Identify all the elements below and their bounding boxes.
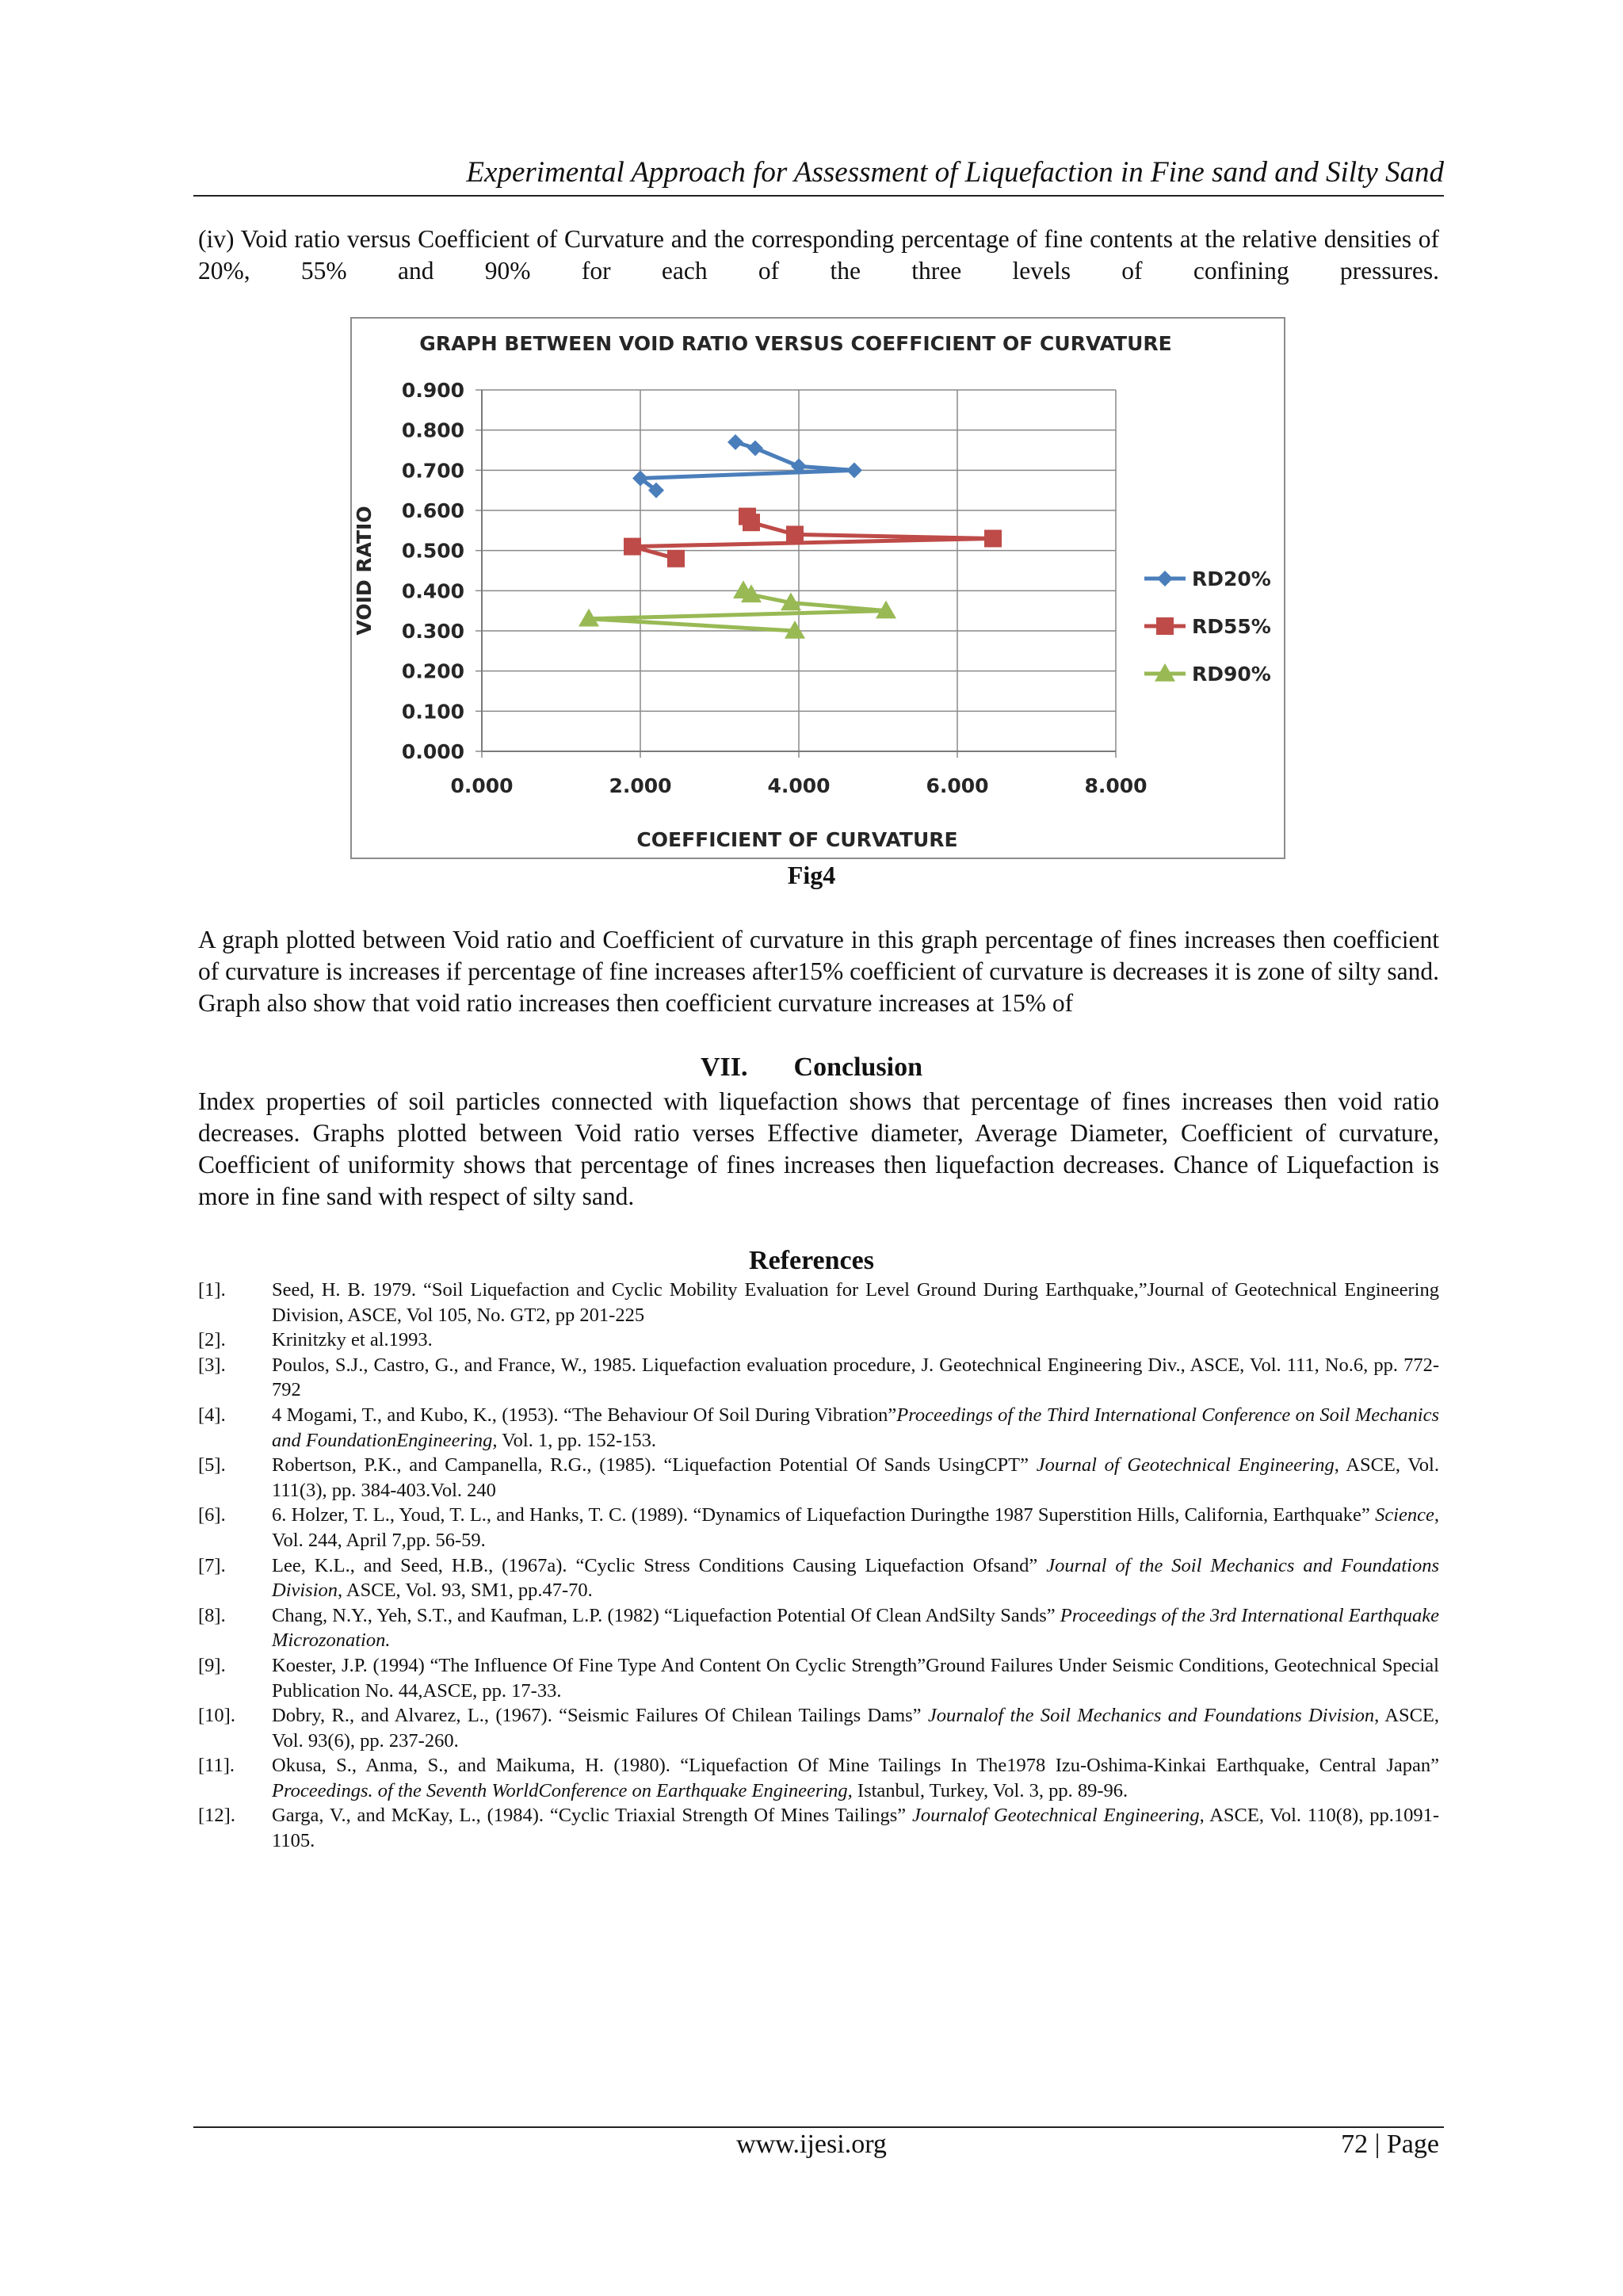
legend-marker-rd55 [1156, 617, 1174, 635]
data-point-rd55 [667, 550, 685, 567]
x-tick-label: 8.000 [1084, 774, 1148, 797]
y-tick-label: 0.800 [401, 418, 464, 442]
y-tick-label: 0.400 [401, 579, 464, 603]
reference-item [198, 1453, 1439, 1503]
reference-text: 4 Mogami, T., and Kubo, K., (1953). “The Behaviour Of Soil During Vibration”Proceedings of the Third International Conference on Soil Mechanics and FoundationEngineering, Vol. 1, pp. 152-153. [272, 1404, 1439, 1451]
legend-label-rd20: RD20% [1192, 567, 1271, 590]
section-number: VII. [700, 1052, 748, 1082]
reference-number: [6]. [198, 1504, 226, 1526]
reference-item [198, 1703, 1439, 1753]
data-point-rd55 [984, 529, 1002, 547]
reference-number: [7]. [198, 1554, 226, 1576]
reference-item [198, 1503, 1439, 1553]
reference-item [198, 1653, 1439, 1703]
page-number: 72 | Page [1341, 2130, 1439, 2159]
void-ratio-chart [352, 319, 1284, 858]
y-tick-label: 0.200 [401, 659, 464, 683]
legend-label-rd55: RD55% [1192, 615, 1271, 638]
running-head: Experimental Approach for Assessment of Liquefaction in Fine sand and Silty Sand [193, 155, 1444, 197]
x-tick-label: 0.000 [450, 774, 514, 797]
x-tick-label: 6.000 [926, 774, 989, 797]
reference-number: [1]. [198, 1279, 226, 1301]
reference-text: Seed, H. B. 1979. “Soil Liquefaction and Cyclic Mobility Evaluation for Level Ground During Earthquake,”Journal of Geotechnical Engineering Division, ASCE, Vol 105, No. GT2, pp 201-225 [272, 1279, 1439, 1326]
reference-number: [2]. [198, 1329, 226, 1351]
reference-number: [11]. [198, 1755, 235, 1777]
reference-item [198, 1403, 1439, 1453]
reference-text: Robertson, P.K., and Campanella, R.G., (1985). “Liquefaction Potential Of Sands UsingCPT” Journal of Geotechnical Engineering, ASCE, Vol. 111(3), pp. 384-403.Vol. 240 [272, 1454, 1439, 1501]
reference-item [198, 1803, 1439, 1853]
series-line-rd55 [632, 517, 993, 559]
chart-title: GRAPH BETWEEN VOID RATIO VERSUS COEFFICIENT OF CURVATURE [419, 332, 1172, 355]
data-point-rd20 [747, 440, 763, 456]
reference-text: Krinitzky et al.1993. [272, 1329, 433, 1351]
y-tick-label: 0.600 [401, 499, 464, 522]
references-heading: References [749, 1246, 874, 1275]
reference-text: Dobry, R., and Alvarez, L., (1967). “Seismic Failures Of Chilean Tailings Dams” Journalof the Soil Mechanics and Foundations Division, ASCE, Vol. 93(6), pp. 237-260. [272, 1705, 1440, 1752]
reference-item [198, 1278, 1439, 1328]
reference-item [198, 1553, 1439, 1603]
footer-url: www.ijesi.org [736, 2130, 887, 2159]
reference-text: Okusa, S., Anma, S., and Maikuma, H. (1980). “Liquefaction Of Mine Tailings In The1978 Izu-Oshima-Kinkai Earthquake, Central Japan” Proceedings. of the Seventh WorldConference on Earthquake Engineering, Istanbul, Turkey, Vol. 3, pp. 89-96. [272, 1755, 1439, 1801]
y-tick-label: 0.100 [401, 700, 464, 724]
reference-text: Chang, N.Y., Yeh, S.T., and Kaufman, L.P. (1982) “Liquefaction Potential Of Clean AndSilty Sands” Proceedings of the 3rd International Earthquake Microzonation. [272, 1604, 1439, 1652]
legend-label-rd90: RD90% [1192, 663, 1271, 686]
reference-number: [3]. [198, 1354, 226, 1376]
reference-text: Garga, V., and McKay, L., (1984). “Cyclic Triaxial Strength Of Mines Tailings” Journalof Geotechnical Engineering, ASCE, Vol. 110(8), pp.1091- 1105. [272, 1805, 1440, 1852]
x-axis-label: COEFFICIENT OF CURVATURE [636, 828, 958, 851]
data-point-rd55 [739, 508, 756, 525]
data-point-rd55 [786, 525, 804, 543]
y-axis-label: VOID RATIO [353, 506, 376, 636]
discussion-paragraph: A graph plotted between Void ratio and Coefficient of curvature in this graph percentage of fines increases then coefficient of curvature is increases if percentage of fine increases after15% coefficient of curvature is decreases it is zone of silty sand. Graph also show that void ratio increases then coefficient curvature increases at 15% of [198, 926, 1439, 1017]
x-tick-label: 2.000 [609, 774, 672, 797]
y-tick-label: 0.900 [401, 379, 464, 402]
reference-number: [4]. [198, 1404, 226, 1426]
data-point-rd20 [727, 434, 743, 450]
reference-item [198, 1353, 1439, 1403]
figure-caption: Fig4 [787, 861, 836, 889]
reference-list [198, 1278, 1439, 1854]
reference-number: [5]. [198, 1454, 226, 1477]
series-line-rd20 [640, 442, 854, 491]
reference-text: Lee, K.L., and Seed, H.B., (1967a). “Cyclic Stress Conditions Causing Liquefaction Ofsand” Journal of the Soil Mechanics and Foundations Division, ASCE, Vol. 93, SM1, pp.47-70. [272, 1554, 1439, 1602]
chart-figure [350, 317, 1285, 859]
y-tick-label: 0.700 [401, 459, 464, 483]
intro-paragraph: (iv) Void ratio versus Coefficient of Curvature and the corresponding percentage of fine contents at the relative densities of 20%, 55% and 90% for each of the three levels of confining pressures. [198, 225, 1439, 285]
conclusion-paragraph: Index properties of soil particles connected with liquefaction shows that percentage of fines increases then void ratio decreases. Graphs plotted between Void ratio verses Effective diameter, Average Diameter, Coefficient of curvature, Coefficient of uniformity shows that percentage of fines increases then liquefaction decreases. Chance of Liquefaction is more in fine sand with respect of silty sand. [198, 1087, 1439, 1210]
y-tick-label: 0.500 [401, 539, 464, 563]
reference-text: 6. Holzer, T. L., Youd, T. L., and Hanks, T. C. (1989). “Dynamics of Liquefaction Duringthe 1987 Superstition Hills, California, Earthquake” Science, Vol. 244, April 7,pp. 56-59. [272, 1504, 1439, 1551]
reference-item [198, 1753, 1439, 1803]
legend-marker-rd20 [1157, 571, 1173, 586]
reference-number: [9]. [198, 1654, 226, 1676]
reference-number: [8]. [198, 1604, 226, 1626]
reference-item [198, 1328, 1439, 1353]
reference-text: Poulos, S.J., Castro, G., and France, W., 1985. Liquefaction evaluation procedure, J. Geotechnical Engineering Div., ASCE, Vol. 111, No.6, pp. 772-792 [272, 1354, 1439, 1401]
x-tick-label: 4.000 [767, 774, 831, 797]
reference-number: [10]. [198, 1705, 235, 1727]
y-tick-label: 0.000 [401, 740, 464, 763]
reference-number: [12]. [198, 1805, 235, 1827]
y-tick-label: 0.300 [401, 620, 464, 643]
conclusion-heading [0, 1052, 1623, 1083]
data-point-rd20 [846, 462, 862, 478]
reference-item [198, 1603, 1439, 1653]
data-point-rd55 [624, 538, 641, 556]
section-title-text: Conclusion [793, 1052, 923, 1082]
reference-text: Koester, J.P. (1994) “The Influence Of Fine Type And Content On Cyclic Strength”Ground Failures Under Seismic Conditions, Geotechnical Special Publication No. 44,ASCE, pp. 17-33. [272, 1654, 1439, 1702]
